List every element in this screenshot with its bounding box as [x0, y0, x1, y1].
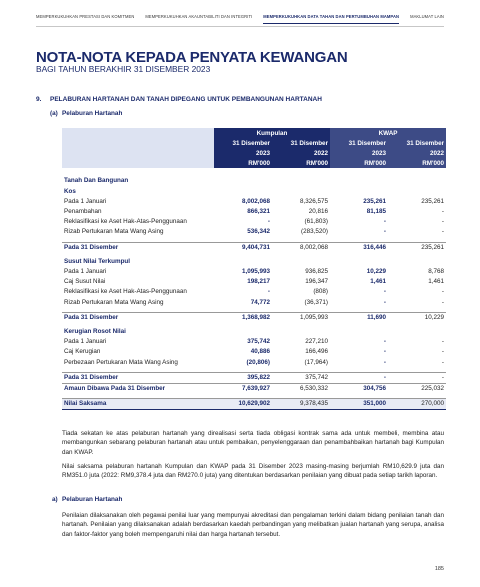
table-row [62, 327, 446, 337]
value-cell: - [441, 208, 445, 215]
row-label: Nilai Saksama [62, 399, 214, 410]
sub-heading-label: a) [52, 496, 58, 503]
table-row [62, 287, 446, 297]
value-cell: - [441, 218, 445, 226]
value-cell [272, 187, 330, 197]
row-label: Rizab Pertukaran Mata Wang Asing [64, 298, 164, 306]
value-cell [388, 176, 446, 186]
value-cell: 1,461 [370, 278, 387, 286]
table-row [62, 217, 446, 227]
value-cell: - [441, 348, 445, 356]
value-cell: 1,095,993 [272, 312, 330, 323]
value-cell: 1,368,982 [214, 312, 272, 323]
table-column-header-row [62, 159, 446, 169]
value-cell: 304,756 [330, 384, 388, 395]
value-cell: (20,806) [246, 358, 270, 366]
row-label: Caj Kerugian [64, 348, 101, 356]
sub-heading-pelaburan [52, 496, 122, 503]
table-row [62, 227, 446, 237]
group-header-kumpulan: Kumpulan [214, 128, 330, 139]
value-cell: - [383, 348, 387, 356]
sub-heading-title: Pelaburan Hartanah [62, 496, 123, 503]
value-cell: 10,229 [366, 268, 387, 276]
value-cell [214, 327, 272, 337]
value-cell: 227,210 [305, 338, 329, 346]
value-cell: 7,639,927 [214, 384, 272, 395]
column-header-cell: 31 Disember [214, 139, 272, 149]
table-row [62, 358, 446, 368]
value-cell: 316,446 [330, 242, 388, 253]
value-cell: - [383, 228, 387, 236]
value-cell: - [330, 372, 388, 383]
row-label: Caj Susut Nilai [64, 278, 106, 286]
value-cell: 395,822 [214, 372, 272, 383]
group-header-kwap: KWAP [330, 128, 446, 139]
column-header-cell: 31 Disember [388, 139, 446, 149]
row-label: Pada 31 Disember [62, 242, 214, 253]
nav-item-akauntabiliti[interactable]: MEMPERKUKUHKAN AKAUNTABILITI DAN INTEGRITI [145, 14, 253, 19]
subsection-heading [50, 110, 122, 117]
table-column-header-row [62, 139, 446, 149]
value-cell: 1,095,993 [241, 268, 270, 276]
value-cell: - [441, 288, 445, 296]
nav-item-maklumat-lain[interactable]: MAKLUMAT LAIN [410, 14, 444, 19]
row-label: Kerugian Rosot Nilai [64, 328, 126, 336]
value-cell: 6,530,332 [272, 384, 330, 395]
value-cell: 1,461 [428, 278, 445, 286]
page-title: NOTA-NOTA KEPADA PENYATA KEWANGAN [36, 49, 348, 66]
value-cell [330, 327, 388, 337]
table-row [62, 277, 446, 287]
row-label: Rizab Pertukaran Mata Wang Asing [64, 228, 164, 236]
paragraph-valuation: Penilaian dilaksanakan oleh pegawai penilai luar yang mempunyai akreditasi dan pengalaman terkini dalam bidang penilaian tanah dan hartanah. Penilaian yang dilaksanakan adalah berdasarkan kaedah perbandingan yang melibatkan jualan hartanah yang serupa, analisa dan faktor-faktor yang boleh mempengaruhi nilai dan harga hartanah tersebut. [62, 512, 444, 538]
value-cell: 225,032 [388, 384, 446, 395]
table-group-header-row [62, 128, 446, 139]
nav-item-data-tahan[interactable]: MEMPERKUKUHKAN DATA TAHAN DAN PERTUMBUHAN MAMPAN [263, 14, 399, 24]
value-cell: - [441, 298, 445, 306]
row-label: Pada 31 Disember [62, 312, 214, 323]
value-cell: (808) [313, 288, 329, 296]
table-row [62, 312, 446, 323]
value-cell: 8,768 [428, 268, 445, 276]
value-cell [330, 176, 388, 186]
value-cell: (36,371) [304, 298, 329, 306]
section-number: 9. [36, 96, 42, 103]
section-heading [36, 96, 322, 103]
value-cell: 81,185 [366, 208, 387, 215]
table-row [62, 384, 446, 395]
row-label: Pada 1 Januari [64, 268, 107, 276]
nav-divider [36, 26, 444, 27]
paragraph-fair-value: Nilai saksama pelaburan hartanah Kumpulan dan KWAP pada 31 Disember 2023 masing-masing berjumlah RM10,629.9 juta dan RM351.0 juta (2022: RM9,378.4 juta dan RM270.0 juta) yang ditentukan berdasarkan penilaian yang dibuat pada setiap tarikh laporan. [62, 463, 444, 480]
section-title: PELABURAN HARTANAH DAN TANAH DIPEGANG UNTUK PEMBANGUNAN HARTANAH [50, 96, 322, 103]
value-cell: 10,229 [388, 312, 446, 323]
header-blank-cell [62, 139, 214, 149]
top-navigation [36, 14, 444, 24]
value-cell: - [267, 218, 270, 226]
column-header-cell: RM'000 [388, 159, 446, 169]
value-cell: 351,000 [330, 399, 388, 410]
column-header-cell: RM'000 [272, 159, 330, 169]
table-column-header-row [62, 149, 446, 159]
table-row [62, 257, 446, 267]
value-cell: - [441, 338, 445, 346]
value-cell [272, 327, 330, 337]
subsection-title: Pelaburan Hartanah [62, 110, 123, 117]
financial-table [62, 128, 446, 410]
column-header-cell: 2023 [214, 149, 272, 159]
table-row [62, 242, 446, 253]
paragraph-restrictions: Tiada sekatan ke atas pelaburan hartanah yang direalisasi serta tiada obligasi kontrak sama ada untuk membeli, membina atau membangunkan sebarang pelaburan hartanah atau untuk pembaikan, penyelenggaraan dan penambahbaikan hartanah bagi Kumpulan dan KWAP. [62, 430, 444, 456]
value-cell: 74,772 [250, 298, 270, 306]
value-cell: 8,326,575 [300, 197, 329, 205]
row-label: Perbezaan Pertukaran Mata Wang Asing [64, 358, 178, 366]
table-row [62, 267, 446, 277]
table-row [62, 197, 446, 207]
value-cell: - [267, 288, 270, 296]
value-cell: - [383, 298, 387, 306]
row-label: Reklasifikasi ke Aset Hak-Atas-Penggunaan [64, 218, 187, 226]
row-label: Kos [64, 187, 76, 195]
value-cell: 9,378,435 [272, 399, 330, 410]
column-header-cell: RM'000 [330, 159, 388, 169]
header-blank-cell [62, 149, 214, 159]
value-cell [388, 327, 446, 337]
value-cell [330, 257, 388, 267]
value-cell: 235,261 [388, 242, 446, 253]
value-cell: 8,002,068 [241, 197, 270, 205]
value-cell: 166,496 [305, 348, 329, 356]
row-label: Pada 1 Januari [64, 338, 107, 346]
value-cell: 198,217 [247, 278, 270, 286]
value-cell: 10,629,902 [214, 399, 272, 410]
value-cell: - [383, 358, 387, 366]
value-cell: 375,742 [247, 338, 270, 346]
header-blank-cell [62, 159, 214, 169]
value-cell: - [383, 338, 387, 346]
page-number: 185 [434, 566, 444, 572]
value-cell: 196,347 [305, 278, 329, 286]
table-row [62, 298, 446, 308]
value-cell: 11,690 [330, 312, 388, 323]
value-cell: - [441, 228, 445, 236]
value-cell: 375,742 [272, 372, 330, 383]
row-label: Penambahan [64, 208, 102, 215]
table-row [62, 372, 446, 383]
table-row [62, 337, 446, 347]
row-label: Susut Nilai Terkumpul [64, 257, 131, 265]
value-cell [214, 257, 272, 267]
column-header-cell: 31 Disember [330, 139, 388, 149]
value-cell: (17,964) [304, 358, 329, 366]
value-cell [272, 257, 330, 267]
value-cell: 936,825 [305, 268, 329, 276]
value-cell: - [383, 218, 387, 226]
column-header-cell: 31 Disember [272, 139, 330, 149]
value-cell [214, 176, 272, 186]
column-header-cell: 2022 [272, 149, 330, 159]
table-row [62, 176, 446, 186]
column-header-cell: RM'000 [214, 159, 272, 169]
table-row [62, 347, 446, 357]
nav-item-prestasi[interactable]: MEMPERKUKUHKAN PRESTASI DAN KOMITMEN [36, 14, 135, 19]
table-row [62, 399, 446, 410]
value-cell: (61,803) [304, 218, 329, 226]
value-cell [214, 187, 272, 197]
row-label: Pada 31 Disember [62, 372, 214, 383]
row-label: Amaun Dibawa Pada 31 Disember [62, 384, 214, 395]
column-header-cell: 2022 [388, 149, 446, 159]
value-cell: - [441, 358, 445, 366]
row-label: Reklasifikasi ke Aset Hak-Atas-Penggunaan [64, 288, 187, 296]
value-cell: (283,520) [301, 228, 329, 236]
value-cell: 235,261 [363, 197, 387, 205]
value-cell: 8,002,068 [272, 242, 330, 253]
subsection-label: (a) [50, 110, 58, 117]
table-row [62, 187, 446, 197]
value-cell: 40,886 [250, 348, 270, 356]
value-cell [330, 187, 388, 197]
value-cell [272, 176, 330, 186]
row-label: Pada 1 Januari [64, 197, 107, 205]
value-cell: 20,816 [308, 208, 329, 215]
value-cell: 536,342 [247, 228, 270, 236]
value-cell: 9,404,731 [214, 242, 272, 253]
value-cell: 270,000 [388, 399, 446, 410]
page-subtitle: BAGI TAHUN BERAKHIR 31 DISEMBER 2023 [36, 64, 211, 74]
header-blank-cell [62, 128, 214, 139]
value-cell: - [388, 372, 446, 383]
value-cell: - [383, 288, 387, 296]
column-header-cell: 2023 [330, 149, 388, 159]
value-cell: 235,261 [421, 197, 445, 205]
value-cell [388, 257, 446, 267]
table-row [62, 207, 446, 217]
value-cell: 866,321 [247, 208, 270, 215]
value-cell [388, 187, 446, 197]
row-label: Tanah Dan Bangunan [64, 177, 129, 185]
